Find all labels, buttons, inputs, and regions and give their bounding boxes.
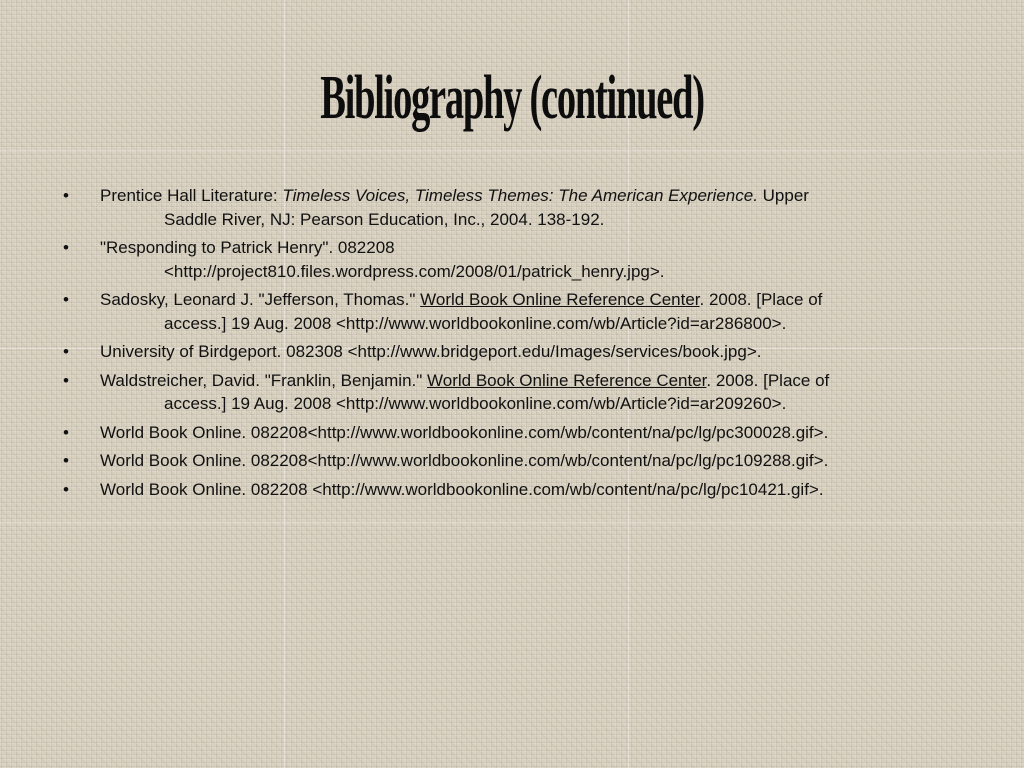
bullet-icon: • [63,238,69,257]
bibliography-list [56,184,966,506]
bibliography-entry [56,449,966,473]
entry-text: Upper [757,186,809,205]
entry-line: World Book Online. 082208<http://www.worldbookonline.com/wb/content/na/pc/lg/pc300028.gif>. [100,422,829,442]
bibliography-entry [56,236,966,283]
slide-title: Bibliography (continued) [320,64,704,132]
bibliography-entry [56,288,966,335]
entry-line [100,184,966,208]
entry-book-title: Timeless Voices, Timeless Themes: The American Experience. [282,186,758,205]
texture-line [0,522,1024,523]
bibliography-entry [56,340,966,364]
bibliography-entry [56,184,966,231]
entry-source-link: World Book Online Reference Center [427,370,707,390]
entry-line: World Book Online. 082208<http://www.worldbookonline.com/wb/content/na/pc/lg/pc109288.gif>. [100,451,829,470]
entry-line: World Book Online. 082208 <http://www.worldbookonline.com/wb/content/na/pc/lg/pc10421.gif>. [100,479,824,499]
entry-line: "Responding to Patrick Henry". 082208 [100,238,395,257]
entry-text: Prentice Hall Literature: [100,186,283,205]
bullet-icon: • [63,451,69,470]
bullet-icon: • [63,370,69,390]
bullet-icon: • [63,186,69,205]
bibliography-entry [56,478,966,502]
entry-line [100,288,966,312]
entry-line [100,369,966,393]
entry-continuation: <http://project810.files.wordpress.com/2008/01/patrick_henry.jpg>. [164,261,665,281]
bullet-icon: • [63,290,69,309]
entry-continuation: Saddle River, NJ: Pearson Education, Inc., 2004. 138-192. [164,209,605,229]
bullet-icon: • [63,422,69,442]
entry-continuation: access.] 19 Aug. 2008 <http://www.worldbookonline.com/wb/Article?id=ar209260>. [164,394,787,413]
entry-continuation: access.] 19 Aug. 2008 <http://www.worldbookonline.com/wb/Article?id=ar286800>. [164,313,787,333]
entry-text: Sadosky, Leonard J. "Jefferson, Thomas." [100,290,421,309]
bibliography-entry [56,421,966,445]
entry-source-link: World Book Online Reference Center [420,290,700,309]
bibliography-entry [56,369,966,416]
entry-line: University of Birdgeport. 082308 <http://www.bridgeport.edu/Images/services/book.jpg>. [100,342,762,361]
entry-text: . 2008. [Place of [699,290,823,309]
texture-line [0,150,1024,151]
entry-text: . 2008. [Place of [706,370,830,390]
bullet-icon: • [63,479,69,499]
bullet-icon: • [63,342,69,361]
entry-text: Waldstreicher, David. "Franklin, Benjamin." [100,370,428,390]
